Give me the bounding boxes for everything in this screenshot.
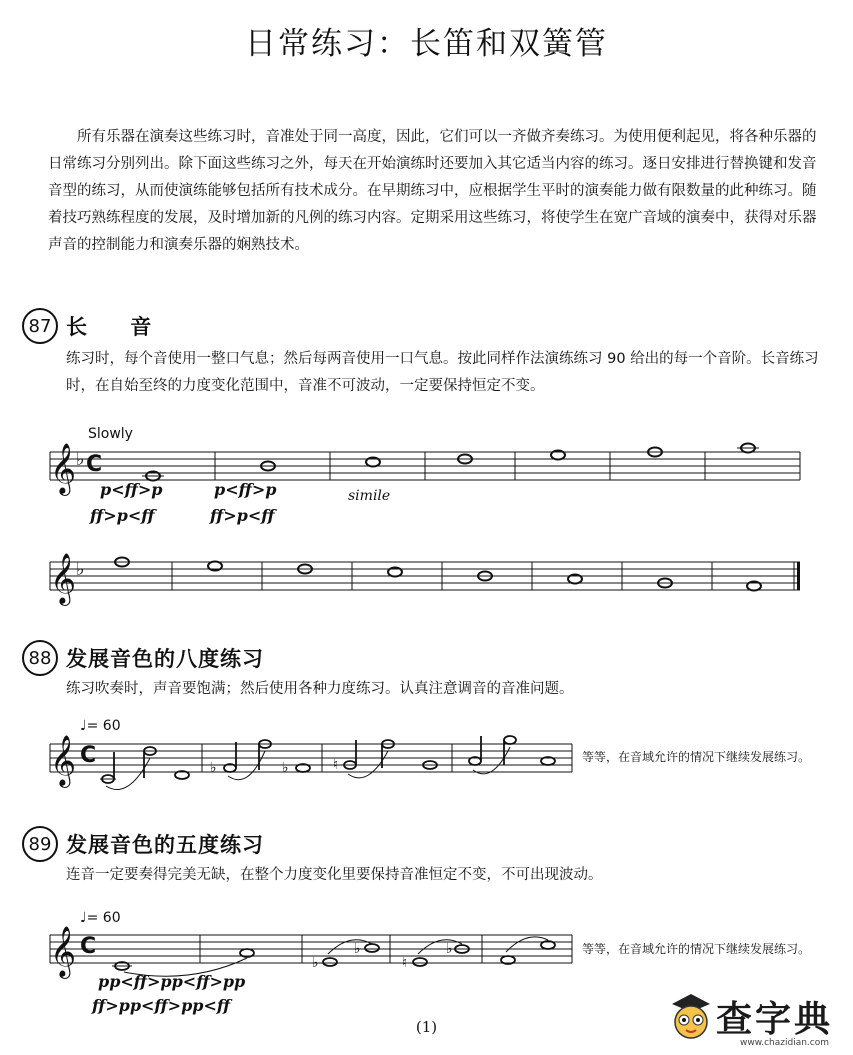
svg-text:♭: ♭ (282, 760, 289, 776)
staff-88 (50, 744, 572, 772)
svg-text:𝄞: 𝄞 (50, 735, 77, 786)
svg-text:♭: ♭ (354, 941, 361, 957)
section-number-87: 87 (22, 308, 58, 344)
dynamics-87-b: p<ff>p (214, 480, 277, 499)
owl-mascot-icon (666, 990, 716, 1042)
page-title: 日常练习：长笛和双簧管 (245, 26, 608, 62)
svg-text:♭: ♭ (312, 955, 319, 971)
svg-text:C: C (80, 743, 97, 768)
dynamics-89-a: pp<ff>pp<ff>pp (98, 972, 246, 991)
section-88-text: 练习吹奏时，声音要饱满；然后使用各种力度练习。认真注意调音的音准问题。 (66, 681, 574, 697)
svg-text:𝄞: 𝄞 (50, 926, 77, 977)
staff-87-2 (50, 562, 800, 590)
watermark-logo (666, 990, 833, 1042)
svg-text:♭: ♭ (446, 941, 453, 957)
tempo-89: ♩= 60 (80, 910, 121, 926)
continuation-note-88: 等等，在音域允许的情况下继续发展练习。 (582, 750, 811, 764)
section-title-87: 长 音 (66, 315, 170, 339)
staff-89 (50, 935, 572, 963)
svg-text:C: C (80, 934, 97, 959)
dynamics-87-c: ff>p<ff (90, 506, 155, 525)
section-title-88: 发展音色的八度练习 (66, 647, 264, 671)
svg-text:♮: ♮ (333, 757, 339, 773)
svg-text:C: C (86, 452, 103, 477)
watermark-url: www.chazidian.com (739, 1038, 829, 1048)
section-number-88: 88 (22, 640, 58, 676)
watermark-brand: 查字典 (715, 998, 833, 1040)
section-title-89: 发展音色的五度练习 (66, 833, 264, 857)
section-87-text: 练习时，每个音使用一整口气息；然后每两音使用一口气息。按此同样作法演练练习 90 给出的每一个音阶。长音练习时，在自始至终的力度变化范围中，音准不可波动，一定要保持恒定不变。 (66, 351, 819, 394)
tempo-88: ♩= 60 (80, 718, 121, 734)
section-number-89: 89 (22, 826, 58, 862)
svg-text:♭: ♭ (210, 760, 217, 776)
svg-text:♭: ♭ (76, 559, 85, 580)
dynamics-89-b: ff>pp<ff>pp<ff (92, 996, 231, 1015)
svg-text:𝄞: 𝄞 (50, 443, 77, 494)
dynamics-87-a: p<ff>p (100, 480, 163, 499)
continuation-note-89: 等等，在音域允许的情况下继续发展练习。 (582, 942, 811, 956)
dynamics-87-d: ff>p<ff (210, 506, 275, 525)
svg-text:♭: ♭ (76, 449, 85, 470)
simile-marking: simile (348, 488, 391, 504)
svg-text:𝄞: 𝄞 (50, 553, 77, 604)
intro-paragraph: 所有乐器在演奏这些练习时，音准处于同一高度，因此，它们可以一齐做齐奏练习。为使用便利起见，将各种乐器的日常练习分别列出。除下面这些练习之外，每天在开始演练时还要加入其它适当内容的练习。逐日安排进行替换键和发音音型的练习，从而使演练能够包括所有技术成分。在早期练习中，应根据学生平时的演奏能力做有限数量的此种练习。随着技巧熟练程度的发展，及时增加新的凡例的练习内容。定期采用这些练习，将使学生在宽广音域的演奏中，获得对乐器声音的控制能力和演奏乐器的娴熟技术。 (48, 129, 817, 253)
page-number: (1) (415, 1018, 438, 1036)
svg-text:♮: ♮ (402, 955, 408, 971)
section-89-text: 连音一定要奏得完美无缺，在整个力度变化里要保持音准恒定不变，不可出现波动。 (66, 867, 603, 883)
tempo-87: Slowly (88, 426, 133, 442)
